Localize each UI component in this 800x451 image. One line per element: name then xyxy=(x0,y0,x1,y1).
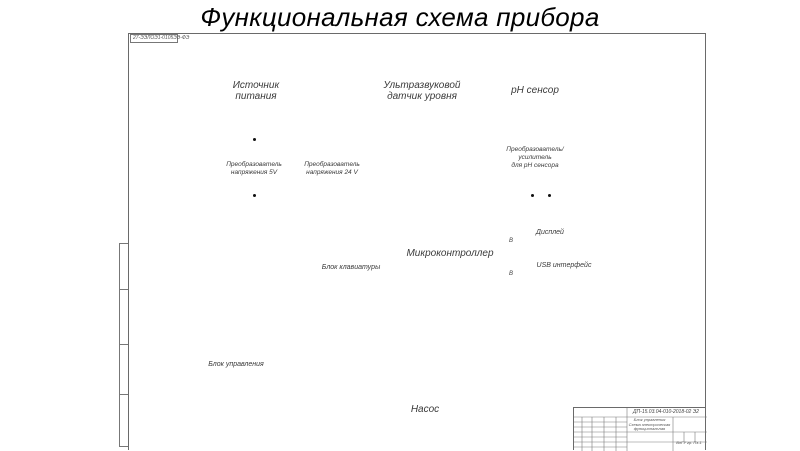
ph-sensor-block: pH сенсор xyxy=(511,85,559,96)
usb-connection-marker: В xyxy=(509,271,514,277)
title-block-name: Блок управления Схема электрическая функциональная xyxy=(628,417,671,431)
display-block: Дисплей xyxy=(536,229,564,236)
title-block-code: ДП-15.03.04-010-2018-02 Э2 xyxy=(633,409,699,415)
frame-side-strip xyxy=(119,243,128,447)
junction-dot xyxy=(253,138,256,141)
converter-5v-block: Преобразователь напряжения 5V xyxy=(226,161,282,176)
converter-24v-block: Преобразователь напряжения 24 V xyxy=(304,161,360,176)
title-block-org: ВлГУ гр. Пз-1 xyxy=(676,440,702,445)
junction-dot xyxy=(548,194,551,197)
junction-dot xyxy=(253,194,256,197)
usb-interface-block: USB интерфейс xyxy=(536,262,592,269)
page-title: Функциональная схема прибора xyxy=(200,2,600,32)
ultrasonic-sensor-block: Ультразвуковой датчик уровня xyxy=(383,80,461,102)
keyboard-block: Блок клавиатуры xyxy=(321,264,381,271)
microcontroller-block: Микроконтроллер xyxy=(406,248,494,259)
control-block: Блок управления xyxy=(208,361,264,368)
power-source-block: Источник питания xyxy=(232,80,280,102)
sheet-stamp: 27-ЭЭЛОЭ1-0105ЭЭ-ФЭ xyxy=(130,34,178,43)
junction-dot xyxy=(531,194,534,197)
display-connection-marker: В xyxy=(509,238,514,244)
pump-block: Насос xyxy=(410,404,440,415)
ph-converter-block: Преобразователь/ усилитель для pH сенсора xyxy=(506,146,564,169)
